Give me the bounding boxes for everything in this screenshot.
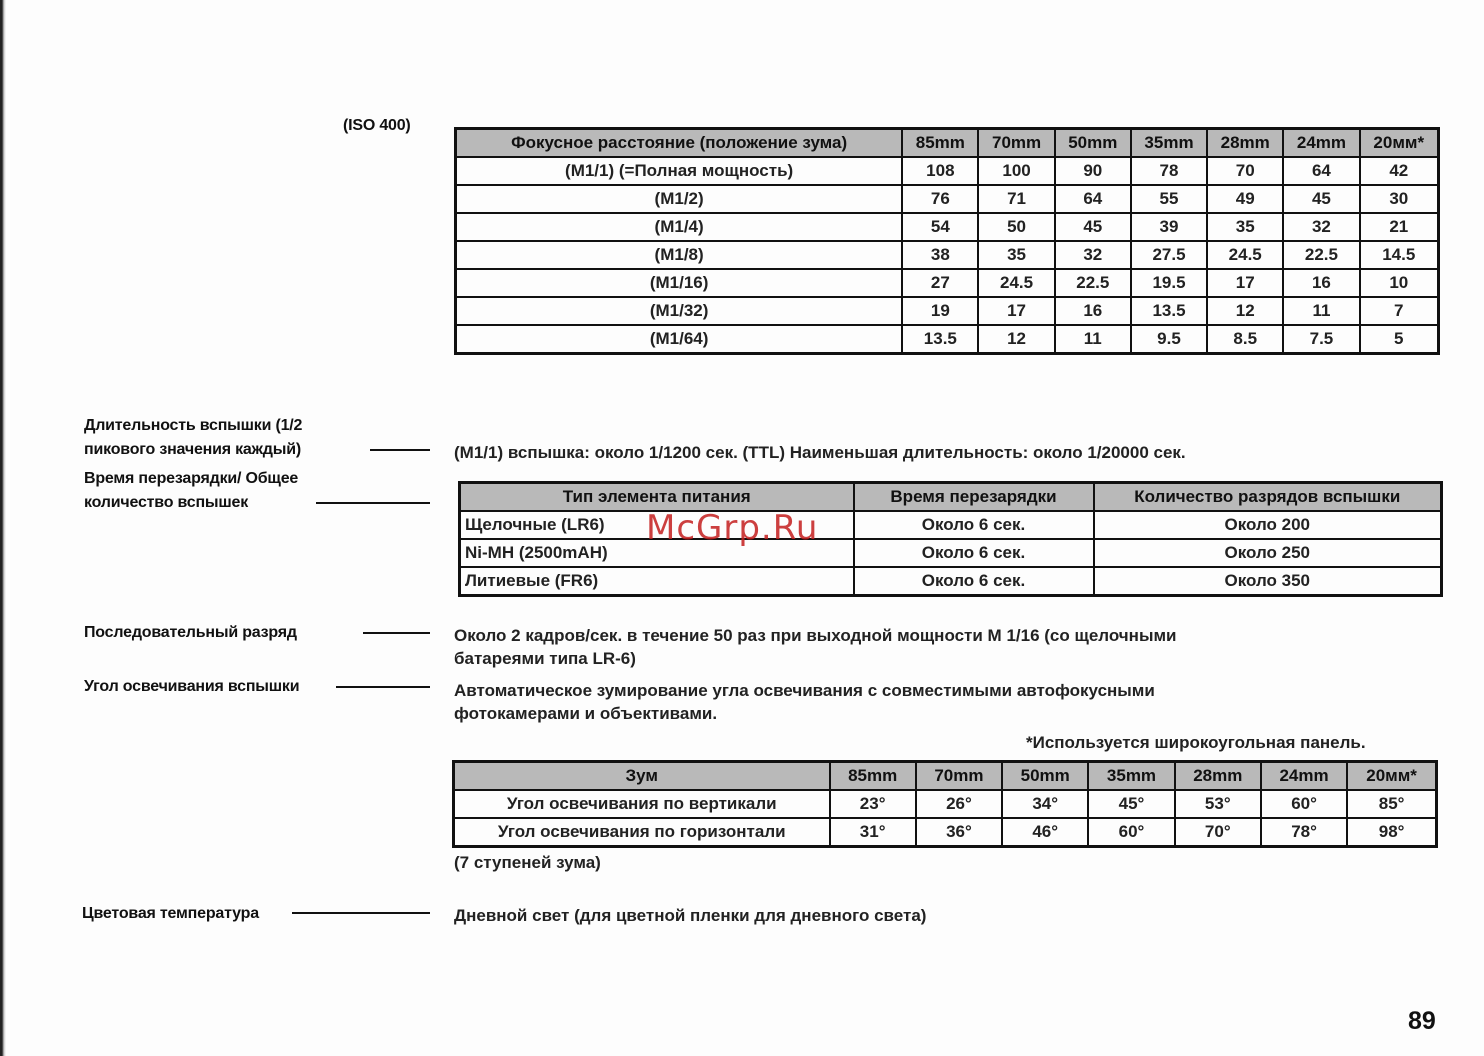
header-cell: 20мм* (1347, 762, 1436, 791)
angle-text (454, 679, 1155, 725)
value-cell: 11 (1055, 325, 1131, 354)
header-cell: 20мм* (1360, 129, 1439, 158)
watermark: McGrp.Ru (646, 508, 819, 548)
guide-number-table (454, 127, 1440, 355)
row-label-cell: Щелочные (LR6) (460, 511, 854, 539)
value-cell: 16 (1283, 269, 1359, 297)
value-cell: 45° (1088, 790, 1174, 818)
value-cell: 54 (902, 213, 978, 241)
row-label-cell: Угол освечивания по горизонтали (454, 818, 830, 847)
value-cell: 26° (916, 790, 1002, 818)
value-cell: 90 (1055, 157, 1131, 185)
value-cell: 70 (1207, 157, 1283, 185)
header-cell: 24mm (1261, 762, 1347, 791)
guide-table-header-row (456, 129, 1439, 158)
iso-label: (ISO 400) (343, 117, 411, 134)
header-cell: 70mm (916, 762, 1002, 791)
table-row (456, 241, 1439, 269)
value-cell: 7 (1360, 297, 1439, 325)
value-cell: 5 (1360, 325, 1439, 354)
value-cell: Около 6 сек. (854, 511, 1094, 539)
value-cell: 108 (902, 157, 978, 185)
table-row (460, 567, 1442, 596)
value-cell: 38 (902, 241, 978, 269)
continuous-label: Последовательный разряд (84, 624, 297, 641)
recycle-table (458, 481, 1443, 597)
recycle-table-header-row (460, 483, 1442, 512)
row-label-cell: (M1/1) (=Полная мощность) (456, 157, 903, 185)
page-edge (0, 0, 6, 1056)
value-cell: 36° (916, 818, 1002, 847)
zoom-steps-note: (7 ступеней зума) (454, 853, 601, 872)
color-temp-leader (292, 912, 430, 914)
row-label-cell: (M1/32) (456, 297, 903, 325)
value-cell: 42 (1360, 157, 1439, 185)
value-cell: Около 200 (1094, 511, 1442, 539)
header-cell: 24mm (1283, 129, 1359, 158)
row-label-cell: Ni-MH (2500mAH) (460, 539, 854, 567)
value-cell: 13.5 (902, 325, 978, 354)
row-label-cell: (M1/2) (456, 185, 903, 213)
value-cell: 17 (978, 297, 1054, 325)
angle-text-line1: Автоматическое зумирование угла освечивания с совместимыми автофокусными (454, 681, 1155, 700)
value-cell: 31° (830, 818, 916, 847)
value-cell: 19 (902, 297, 978, 325)
table-row (454, 818, 1437, 847)
value-cell: 46° (1002, 818, 1088, 847)
row-label-cell: (M1/8) (456, 241, 903, 269)
value-cell: 78° (1261, 818, 1347, 847)
value-cell: 12 (1207, 297, 1283, 325)
header-cell: 70mm (978, 129, 1054, 158)
value-cell: 45 (1055, 213, 1131, 241)
page-number: 89 (1408, 1007, 1436, 1035)
flash-duration-label-line2: пикового значения каждый) (84, 441, 301, 458)
header-cell: 85mm (830, 762, 916, 791)
recycle-label (84, 467, 298, 515)
header-cell: 50mm (1055, 129, 1131, 158)
angle-leader (336, 686, 430, 688)
value-cell: 78 (1131, 157, 1207, 185)
value-cell: 24.5 (978, 269, 1054, 297)
value-cell: 49 (1207, 185, 1283, 213)
wide-panel-note: *Используется широкоугольная панель. (1026, 733, 1366, 752)
value-cell: 60° (1088, 818, 1174, 847)
continuous-text-line2: батареями типа LR-6) (454, 649, 636, 668)
header-cell: 50mm (1002, 762, 1088, 791)
table-row (460, 539, 1442, 567)
value-cell: 70° (1175, 818, 1261, 847)
header-cell: Фокусное расстояние (положение зума) (456, 129, 903, 158)
value-cell: Около 350 (1094, 567, 1442, 596)
row-label-cell: (M1/64) (456, 325, 903, 354)
header-cell: 35mm (1131, 129, 1207, 158)
value-cell: Около 6 сек. (854, 567, 1094, 596)
table-row (456, 297, 1439, 325)
angle-text-line2: фотокамерами и объективами. (454, 704, 718, 723)
value-cell: 19.5 (1131, 269, 1207, 297)
continuous-text (454, 624, 1177, 670)
header-cell: 28mm (1207, 129, 1283, 158)
value-cell: 35 (1207, 213, 1283, 241)
value-cell: 53° (1175, 790, 1261, 818)
row-label-cell: (M1/4) (456, 213, 903, 241)
value-cell: 39 (1131, 213, 1207, 241)
value-cell: 14.5 (1360, 241, 1439, 269)
table-row (456, 157, 1439, 185)
value-cell: 32 (1055, 241, 1131, 269)
value-cell: 98° (1347, 818, 1436, 847)
header-cell: 85mm (902, 129, 978, 158)
header-cell: 28mm (1175, 762, 1261, 791)
value-cell: 60° (1261, 790, 1347, 818)
table-row (454, 790, 1437, 818)
continuous-text-line1: Около 2 кадров/сек. в течение 50 раз при выходной мощности M 1/16 (со щелочными (454, 626, 1177, 645)
value-cell: 7.5 (1283, 325, 1359, 354)
table-row (456, 269, 1439, 297)
value-cell: 71 (978, 185, 1054, 213)
value-cell: 100 (978, 157, 1054, 185)
continuous-leader (363, 632, 430, 634)
value-cell: 23° (830, 790, 916, 818)
row-label-cell: Литиевые (FR6) (460, 567, 854, 596)
angle-table-header-row (454, 762, 1437, 791)
value-cell: 10 (1360, 269, 1439, 297)
header-cell: Время перезарядки (854, 483, 1094, 512)
value-cell: 85° (1347, 790, 1436, 818)
coverage-angle-table (452, 760, 1438, 848)
flash-duration-leader (370, 449, 430, 451)
value-cell: 55 (1131, 185, 1207, 213)
value-cell: 30 (1360, 185, 1439, 213)
row-label-cell: Угол освечивания по вертикали (454, 790, 830, 818)
value-cell: 12 (978, 325, 1054, 354)
value-cell: 9.5 (1131, 325, 1207, 354)
value-cell: 17 (1207, 269, 1283, 297)
value-cell: 13.5 (1131, 297, 1207, 325)
header-cell: Зум (454, 762, 830, 791)
value-cell: 64 (1283, 157, 1359, 185)
header-cell: Количество разрядов вспышки (1094, 483, 1442, 512)
value-cell: 34° (1002, 790, 1088, 818)
recycle-label-line2: количество вспышек (84, 494, 249, 511)
recycle-leader (316, 502, 430, 504)
value-cell: 8.5 (1207, 325, 1283, 354)
value-cell: 22.5 (1283, 241, 1359, 269)
recycle-label-line1: Время перезарядки/ Общее (84, 470, 299, 487)
value-cell: 35 (978, 241, 1054, 269)
value-cell: Около 6 сек. (854, 539, 1094, 567)
flash-duration-text: (M1/1) вспышка: около 1/1200 сек. (TTL) Наименьшая длительность: около 1/20000 сек. (454, 443, 1186, 462)
flash-duration-label (84, 414, 302, 462)
value-cell: 50 (978, 213, 1054, 241)
flash-duration-label-line1: Длительность вспышки (1/2 (84, 417, 303, 434)
value-cell: 27.5 (1131, 241, 1207, 269)
value-cell: 32 (1283, 213, 1359, 241)
table-row (456, 213, 1439, 241)
value-cell: Около 250 (1094, 539, 1442, 567)
table-row (456, 185, 1439, 213)
value-cell: 27 (902, 269, 978, 297)
value-cell: 64 (1055, 185, 1131, 213)
header-cell: Тип элемента питания (460, 483, 854, 512)
value-cell: 22.5 (1055, 269, 1131, 297)
value-cell: 24.5 (1207, 241, 1283, 269)
value-cell: 21 (1360, 213, 1439, 241)
value-cell: 45 (1283, 185, 1359, 213)
table-row (456, 325, 1439, 354)
color-temp-label: Цветовая температура (82, 905, 259, 922)
angle-label: Угол освечивания вспышки (84, 678, 300, 695)
value-cell: 16 (1055, 297, 1131, 325)
value-cell: 11 (1283, 297, 1359, 325)
color-temp-text: Дневной свет (для цветной пленки для дневного света) (454, 906, 927, 925)
value-cell: 76 (902, 185, 978, 213)
table-row (460, 511, 1442, 539)
row-label-cell: (M1/16) (456, 269, 903, 297)
header-cell: 35mm (1088, 762, 1174, 791)
